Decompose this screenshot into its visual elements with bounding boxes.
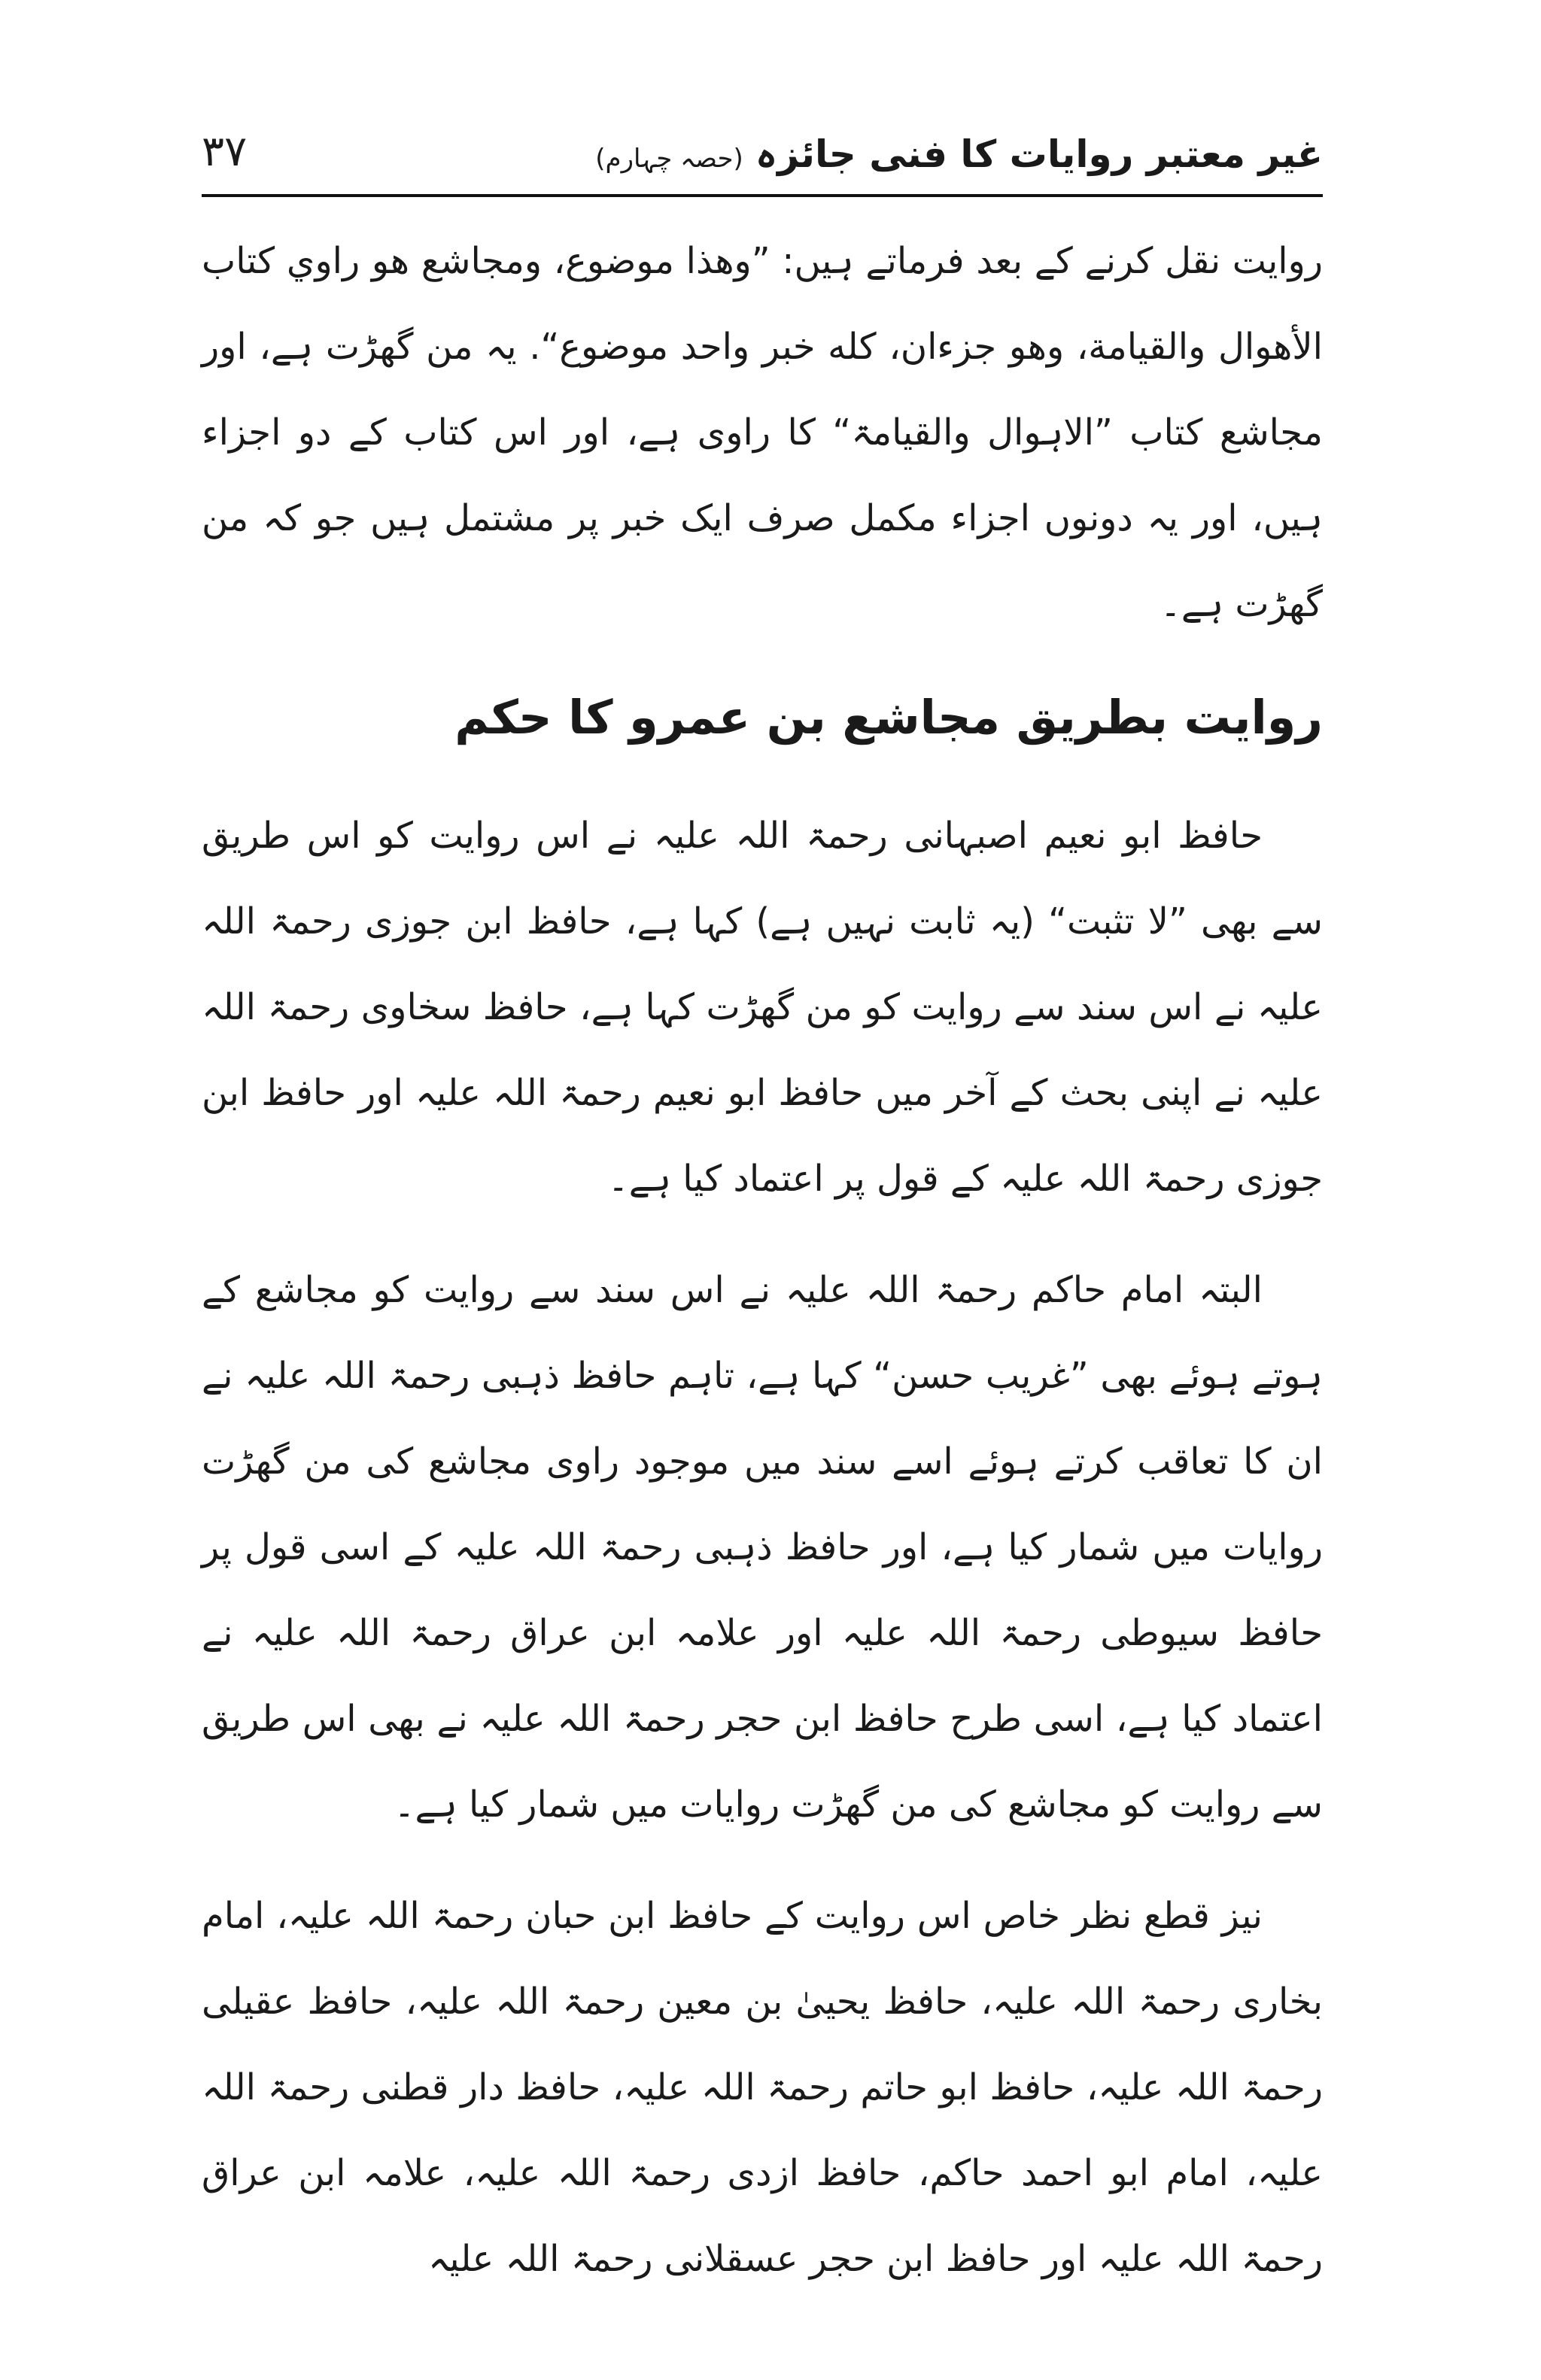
paragraph-4: نیز قطع نظر خاص اس روایت کے حافظ ابن حبان رحمۃ اللہ علیہ، امام بخاری رحمۃ اللہ علیہ، حافظ یحییٰ بن معین رحمۃ اللہ علیہ، حافظ عقیلی رحمۃ اللہ علیہ، حافظ ابو حاتم رحمۃ اللہ علیہ، حافظ دار قطنی رحمۃ اللہ علیہ، امام ابو احمد حاکم، حافظ ازدی رحمۃ اللہ علیہ، علامہ ابن عراق رحمۃ اللہ علیہ اور حافظ ابن حجر عسقلانی رحمۃ اللہ علیہ: [202, 1895, 1323, 2280]
section-heading: روایت بطریق مجاشع بن عمرو کا حکم: [454, 690, 1323, 745]
running-title: [595, 128, 1323, 185]
header-divider: [202, 194, 1323, 197]
book-title: غیر معتبر روایات کا فنی جائزہ: [755, 132, 1323, 176]
paragraph-2: حافظ ابو نعیم اصبہانی رحمۃ اللہ علیہ نے اس روایت کو اس طریق سے بھی ”لا تثبت“ (یہ ثابت نہیں ہے) کہا ہے، حافظ ابن جوزی رحمۃ اللہ علیہ نے اس سند سے روایت کو من گھڑت کہا ہے، حافظ سخاوی رحمۃ اللہ علیہ نے اپنی بحث کے آخر میں حافظ ابو نعیم رحمۃ اللہ علیہ اور حافظ ابن جوزی رحمۃ اللہ علیہ کے قول پر اعتماد کیا ہے۔: [202, 815, 1323, 1200]
page-header: [202, 113, 1323, 196]
page-number: ۳۷: [202, 127, 248, 176]
body-text: [202, 218, 1323, 2327]
section-label: (حصہ چہارم): [595, 144, 743, 174]
paragraph-1: روایت نقل کرنے کے بعد فرماتے ہیں: ”وهذا موضوع، ومجاشع هو راوي كتاب الأهوال والقيامة، وهو جزءان، كله خبر واحد موضوع“. یہ من گھڑت ہے، اور مجاشع کتاب ”الاہوال والقیامۃ“ کا راوی ہے، اور اس کتاب کے دو اجزاء ہیں، اور یہ دونوں اجزاء مکمل صرف ایک خبر پر مشتمل ہیں جو کہ من گھڑت ہے۔: [202, 240, 1323, 625]
paragraph-3: البتہ امام حاکم رحمۃ اللہ علیہ نے اس سند سے روایت کو مجاشع کے ہوتے ہوئے بھی ”غریب حسن“ کہا ہے، تاہم حافظ ذہبی رحمۃ اللہ علیہ نے ان کا تعاقب کرتے ہوئے اسے سند میں موجود راوی مجاشع کی من گھڑت روایات میں شمار کیا ہے، اور حافظ ذہبی رحمۃ اللہ علیہ کے اسی قول پر حافظ سیوطی رحمۃ اللہ علیہ اور علامہ ابن عراق رحمۃ اللہ علیہ نے اعتماد کیا ہے، اسی طرح حافظ ابن حجر رحمۃ اللہ علیہ نے بھی اس طریق سے روایت کو مجاشع کی من گھڑت روایات میں شمار کیا ہے۔: [202, 1269, 1323, 1826]
